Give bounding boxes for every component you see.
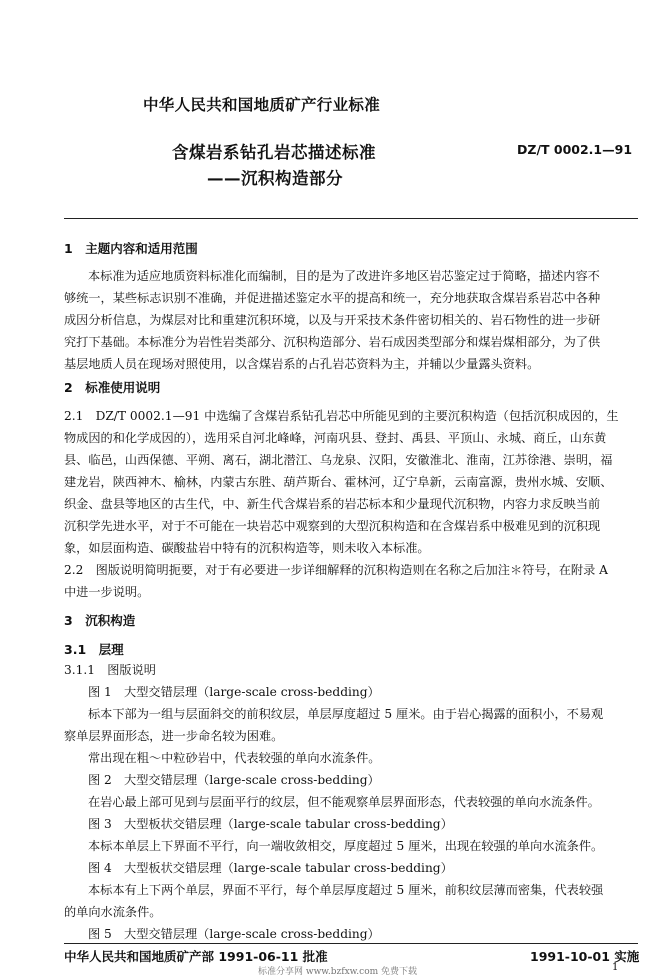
paragraph-line: 中进一步说明。 [64,585,150,599]
paragraph-line: 2.1 DZ/T 0002.1—91 中选编了含煤岩系钻孔岩芯中所能见到的主要沉积构造（包括沉积成因的，生 [64,409,619,423]
paragraph-line: 2.2 图版说明简明扼要，对于有必要进一步详细解释的沉积构造则在名称之后加注＊符号，在附录 A [64,563,608,577]
paragraph-line: 建龙岩，陕西神木、榆林，内蒙古东胜、葫芦斯台、霍林河，辽宁阜新，云南富源，贵州水城、安顺、 [64,475,613,489]
figure-caption: 图 3 大型板状交错层理（large-scale tabular cross-bedding） [88,817,453,831]
section-3-1-heading: 3.1 层理 [64,642,124,657]
paragraph-line: 究打下基础。本标准分为岩性岩类部分、沉积构造部分、岩石成因类型部分和煤岩煤相部分，为了供 [64,335,601,349]
section-3-1-1-heading: 3.1.1 图版说明 [64,663,156,677]
paragraph-line: 在岩心最上部可见到与层面平行的纹层，但不能观察单层界面形态，代表较强的单向水流条件。 [88,795,600,809]
page-number: 1 [612,962,619,973]
paragraph-line: 本标本有上下两个单层，界面不平行，每个单层厚度超过 5 厘米，前积纹层薄而密集，代表较强 [88,883,604,897]
section-1-heading: 1 主题内容和适用范围 [64,241,198,256]
figure-caption: 图 1 大型交错层理（large-scale cross-bedding） [88,685,380,699]
paragraph-line: 的单向水流条件。 [64,905,162,919]
standard-code: DZ/T 0002.1—91 [517,142,633,157]
paragraph-line: 物成因的和化学成因的），选用采自河北峰峰，河南巩县、登封、禹县、平顶山、永城、商丘，山东黄 [64,431,607,445]
industry-standard-label: 中华人民共和国地质矿产行业标准 [143,96,381,114]
paragraph-line: 成因分析信息，为煤层对比和重建沉积环境，以及与开采技术条件密切相关的、岩石物性的进一步研 [64,313,601,327]
figure-caption: 图 4 大型板状交错层理（large-scale tabular cross-bedding） [88,861,453,875]
paragraph-line: 织金、盘县等地区的古生代，中、新生代含煤岩系的岩芯标本和少量现代沉积物，内容力求反映当前 [64,497,601,511]
paragraph-line: 象，如层面构造、碳酸盐岩中特有的沉积构造等，则未收入本标准。 [64,541,430,555]
approval-statement: 中华人民共和国地质矿产部 1991-06-11 批准 [64,949,328,964]
paragraph-line: 县、临邑，山西保德、平朔、离石，湖北潜江、乌龙泉、汉阳，安徽淮北、淮南，江苏徐港、崇明，福 [64,453,613,467]
paragraph-line: 够统一，某些标志识别不准确，并促进描述鉴定水平的提高和统一，充分地获取含煤岩系岩芯中各种 [64,291,601,305]
implementation-date: 1991-10-01 实施 [530,949,640,964]
paragraph-line: 本标本单层上下界面不平行，向一端收敛相交，厚度超过 5 厘米，出现在较强的单向水流条件。 [88,839,604,853]
paragraph-line: 本标准为适应地质资料标准化而编制，目的是为了改进许多地区岩芯鉴定过于简略，描述内容不 [88,269,600,283]
paragraph-line: 沉积学先进水平，对于不可能在一块岩芯中观察到的大型沉积构造和在含煤岩系中极难见到的沉积现 [64,519,601,533]
footer-divider [64,943,638,944]
figure-caption: 图 5 大型交错层理（large-scale cross-bedding） [88,927,380,941]
watermark: 标准分享网 www.bzfxw.com 免费下载 [258,967,418,977]
paragraph-line: 基层地质人员在现场对照使用，以含煤岩系的占孔岩芯资料为主，并辅以少量露头资料。 [64,357,540,371]
document-title: 含煤岩系钻孔岩芯描述标准 [172,143,376,162]
paragraph-line: 标本下部为一组与层面斜交的前积纹层，单层厚度超过 5 厘米。由于岩心揭露的面积小，不易观 [88,707,604,721]
figure-caption: 图 2 大型交错层理（large-scale cross-bedding） [88,773,380,787]
section-3-heading: 3 沉积构造 [64,613,136,628]
paragraph-line: 常出现在粗～中粒砂岩中，代表较强的单向水流条件。 [88,751,381,765]
document-subtitle: ——沉积构造部分 [207,169,343,188]
paragraph-line: 察单层界面形态，进一步命名较为困难。 [64,729,284,743]
header-divider [64,218,638,219]
section-2-heading: 2 标准使用说明 [64,380,161,395]
